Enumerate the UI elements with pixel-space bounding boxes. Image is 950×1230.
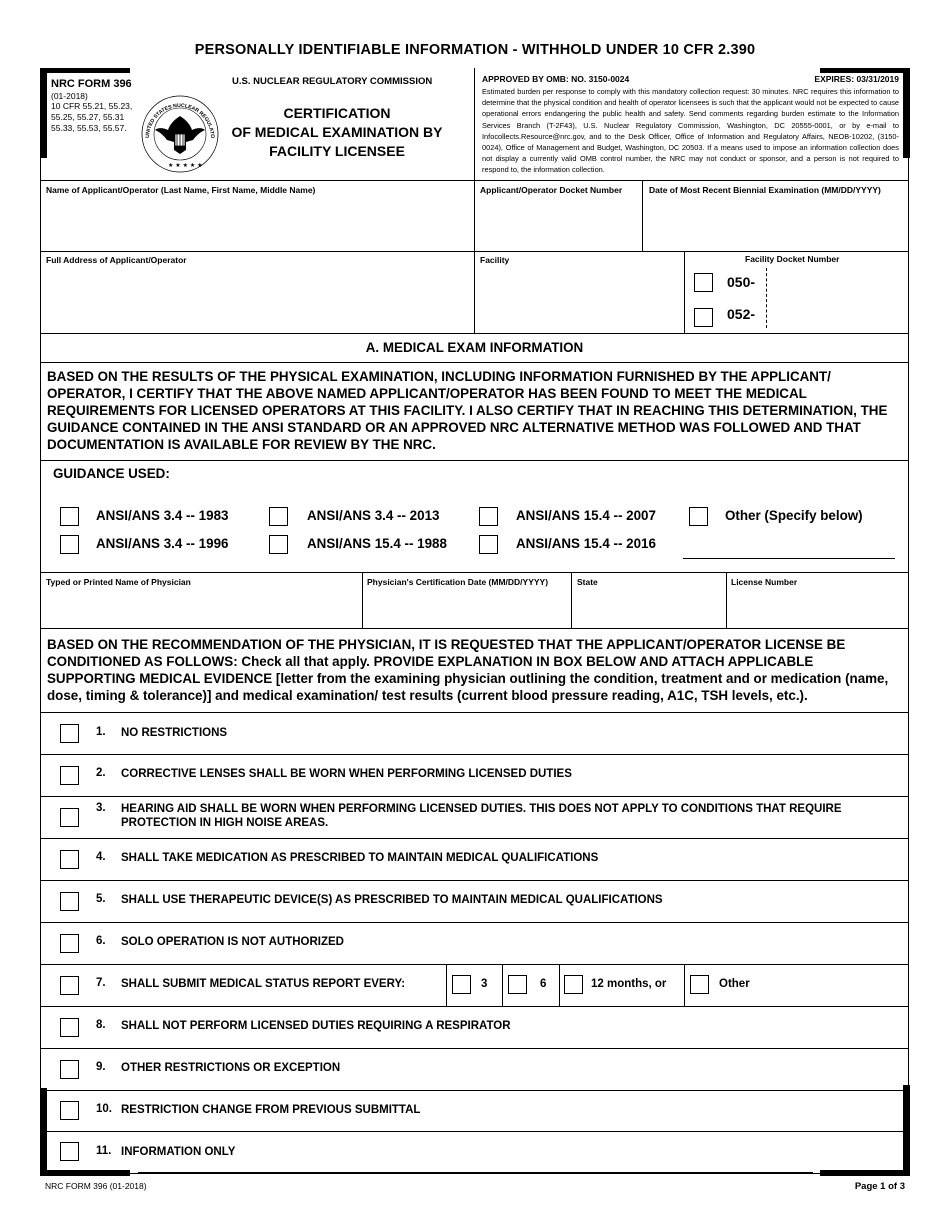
condition-label: HEARING AID SHALL BE WORN WHEN PERFORMING LICENSED DUTIES. THIS DOES NOT APPLY TO CONDITIONS THAT REQUIRE PROTECTION IN HIGH NOISE AREAS.	[121, 803, 842, 829]
burden-statement: Estimated burden per response to comply with this mandatory collection request: 30 minutes. NRC requires this information to determine that the physical condition and health of operator licensees is such that the applicant would not be expected to cause operational errors endangering the public health and safety. Send comments regarding burden estimate to the Information Services Branch (T-2F43), U.S. Nuclear Regulatory Commission, Washington, DC 20555-0001, or by e-mail to Infocollects.Resource@nrc.gov, and to the Desk Officer, Office of Information and Regulatory Affairs, NEOB-10202, (3150-0024), Office of Management and Budget, Washington, DC 20503. If a means used to impose an information collection does not display a currently valid OMB control number, the NRC may not conduct or sponsor, and a person is not required to respond to, the information collection.	[482, 87, 899, 175]
condition-10-checkbox[interactable]	[60, 1101, 79, 1120]
applicant-name-label: Name of Applicant/Operator (Last Name, First Name, Middle Name)	[46, 185, 316, 195]
docket-052-field[interactable]	[770, 302, 904, 330]
facility-label: Facility	[480, 255, 510, 265]
condition-number: 9.	[96, 1061, 106, 1073]
section-a-title: A. MEDICAL EXAM INFORMATION	[365, 340, 584, 355]
col-divider	[684, 964, 685, 1006]
row-divider	[40, 754, 909, 755]
row-divider	[40, 796, 909, 797]
condition-label: RESTRICTION CHANGE FROM PREVIOUS SUBMITTAL	[121, 1104, 421, 1116]
condition-8-checkbox[interactable]	[60, 1018, 79, 1037]
condition-1-checkbox[interactable]	[60, 724, 79, 743]
docket-separator	[766, 268, 767, 328]
license-number-field[interactable]	[730, 590, 904, 625]
condition-number: 4.	[96, 851, 106, 863]
cfr-references: 10 CFR 55.21, 55.23, 55.25, 55.27, 55.31 55.33, 55.53, 55.57.	[51, 101, 133, 133]
col-divider	[502, 964, 503, 1006]
row-divider	[40, 1048, 909, 1049]
guidance-checkbox-3.4-2013[interactable]	[269, 507, 288, 526]
docket-number-label: Applicant/Operator Docket Number	[480, 185, 623, 195]
condition-label: OTHER RESTRICTIONS OR EXCEPTION	[121, 1062, 341, 1074]
row-divider	[40, 1006, 909, 1007]
row-divider	[40, 460, 909, 461]
guidance-label: ANSI/ANS 15.4 -- 2016	[516, 536, 656, 551]
col-divider	[446, 964, 447, 1006]
docket-050-field[interactable]	[770, 270, 904, 298]
condition-label: SHALL USE THERAPEUTIC DEVICE(S) AS PRESCRIBED TO MAINTAIN MEDICAL QUALIFICATIONS	[121, 894, 663, 906]
condition-6-checkbox[interactable]	[60, 934, 79, 953]
condition-number: 7.	[96, 977, 106, 989]
state-field[interactable]	[575, 590, 723, 625]
address-label: Full Address of Applicant/Operator	[46, 255, 187, 265]
condition-label: SHALL SUBMIT MEDICAL STATUS REPORT EVERY:	[121, 978, 406, 990]
report-option-label: 6	[540, 978, 547, 990]
seal-text: UNITED STATES NUCLEAR REGULATO	[144, 102, 216, 139]
docket-number-field[interactable]	[478, 198, 638, 248]
row-divider	[40, 838, 909, 839]
docket-052-label: 052-	[727, 306, 756, 322]
condition-number: 1.	[96, 726, 106, 738]
docket-050-checkbox[interactable]	[694, 273, 713, 292]
guidance-label: Other (Specify below)	[725, 508, 863, 523]
guidance-label: ANSI/ANS 3.4 -- 1996	[96, 536, 229, 551]
condition-number: 3.	[96, 802, 106, 814]
facility-docket-label: Facility Docket Number	[745, 254, 840, 264]
report-other-checkbox[interactable]	[690, 975, 709, 994]
guidance-checkbox-3.4-1983[interactable]	[60, 507, 79, 526]
condition-number: 8.	[96, 1019, 106, 1031]
guidance-label: ANSI/ANS 3.4 -- 1983	[96, 508, 229, 523]
condition-number: 5.	[96, 893, 106, 905]
row-divider	[40, 1090, 909, 1091]
guidance-label: ANSI/ANS 15.4 -- 1988	[307, 536, 447, 551]
condition-4-checkbox[interactable]	[60, 850, 79, 869]
guidance-checkbox-15.4-1988[interactable]	[269, 535, 288, 554]
row-divider	[40, 922, 909, 923]
col-divider	[474, 181, 475, 333]
address-field[interactable]	[44, 268, 472, 330]
condition-label: SHALL NOT PERFORM LICENSED DUTIES REQUIRING A RESPIRATOR	[121, 1020, 511, 1032]
row-divider	[40, 712, 909, 713]
report-option-label: Other	[719, 978, 750, 990]
state-label: State	[577, 577, 598, 587]
condition-label: CORRECTIVE LENSES SHALL BE WORN WHEN PERFORMING LICENSED DUTIES	[121, 768, 572, 780]
condition-5-checkbox[interactable]	[60, 892, 79, 911]
form-number: NRC FORM 396	[51, 78, 132, 90]
row-divider	[40, 1131, 909, 1132]
guidance-label: ANSI/ANS 3.4 -- 2013	[307, 508, 440, 523]
guidance-checkbox-3.4-1996[interactable]	[60, 535, 79, 554]
recommendation-statement: BASED ON THE RECOMMENDATION OF THE PHYSICIAN, IT IS REQUESTED THAT THE APPLICANT/OPERATOR LICENSE BE CONDITIONED AS FOLLOWS: Check all that apply. PROVIDE EXPLANATION IN BOX BELOW AND ATTACH APPLICABLE SUPPORTING MEDICAL EVIDENCE [letter from the examining physician outlining the condition, treatment and or medication (name, dose, timing & tolerance)] and medical examination/ test results (current blood pressure reading, A1C, TSH levels, etc.).	[47, 637, 889, 703]
guidance-checkbox-other[interactable]	[689, 507, 708, 526]
condition-7-checkbox[interactable]	[60, 976, 79, 995]
physician-date-label: Physician's Certification Date (MM/DD/YYYY)	[367, 577, 549, 587]
guidance-label: ANSI/ANS 15.4 -- 2007	[516, 508, 656, 523]
facility-field[interactable]	[478, 268, 680, 330]
condition-number: 6.	[96, 935, 106, 947]
footer-form-number: NRC FORM 396 (01-2018)	[45, 1181, 147, 1191]
license-number-label: License Number	[731, 577, 798, 587]
physician-date-field[interactable]	[366, 590, 568, 625]
agency-name: U.S. NUCLEAR REGULATORY COMMISSION	[232, 76, 433, 87]
col-divider	[642, 181, 643, 251]
physician-name-label: Typed or Printed Name of Physician	[46, 577, 191, 587]
report-3-months-checkbox[interactable]	[452, 975, 471, 994]
condition-2-checkbox[interactable]	[60, 766, 79, 785]
form-revision: (01-2018)	[51, 91, 88, 101]
expiration-date: EXPIRES: 03/31/2019	[814, 74, 899, 84]
physician-name-field[interactable]	[44, 590, 358, 625]
exam-date-field[interactable]	[646, 198, 904, 248]
row-divider	[40, 333, 909, 334]
guidance-checkbox-15.4-2007[interactable]	[479, 507, 498, 526]
exam-date-label: Date of Most Recent Biennial Examination (MM/DD/YYYY)	[649, 185, 881, 195]
row-divider	[40, 628, 909, 629]
guidance-other-field[interactable]	[683, 536, 895, 559]
row-divider	[40, 964, 909, 965]
pii-banner: PERSONALLY IDENTIFIABLE INFORMATION - WITHHOLD UNDER 10 CFR 2.390	[194, 42, 756, 58]
condition-3-checkbox[interactable]	[60, 808, 79, 827]
page-number: Page 1 of 3	[854, 1181, 905, 1192]
col-divider	[559, 964, 560, 1006]
condition-label: NO RESTRICTIONS	[121, 727, 228, 739]
condition-label: INFORMATION ONLY	[121, 1146, 236, 1158]
certification-statement: BASED ON THE RESULTS OF THE PHYSICAL EXAMINATION, INCLUDING INFORMATION FURNISHED BY THE APPLICANT/ OPERATOR, I CERTIFY THAT THE ABOVE NAMED APPLICANT/OPERATOR HAS BEEN FOUND TO MEET THE MEDICAL REQUIREMENTS FOR LICENSED OPERATORS AT THIS FACILITY. I ALSO CERTIFY THAT IN REACHING THIS DETERMINATION, THE GUIDANCE CONTAINED IN THE ANSI STANDARD OR AN APPROVED NRC ALTERNATIVE METHOD WAS FOLLOWED AND THAT DOCUMENTATION IS AVAILABLE FOR REVIEW BY THE NRC.	[47, 369, 888, 452]
report-6-months-checkbox[interactable]	[508, 975, 527, 994]
condition-number: 10.	[96, 1103, 112, 1115]
row-divider	[40, 362, 909, 363]
row-divider	[40, 572, 909, 573]
col-divider	[726, 572, 727, 628]
docket-052-checkbox[interactable]	[694, 308, 713, 327]
report-option-label: 12 months, or	[591, 978, 667, 990]
report-option-label: 3	[481, 978, 488, 990]
report-12-months-checkbox[interactable]	[564, 975, 583, 994]
col-divider	[362, 572, 363, 628]
row-divider	[40, 880, 909, 881]
col-divider	[571, 572, 572, 628]
condition-label: SOLO OPERATION IS NOT AUTHORIZED	[121, 936, 344, 948]
form-title: CERTIFICATION OF MEDICAL EXAMINATION BY FACILITY LICENSEE	[231, 105, 443, 159]
guidance-checkbox-15.4-2016[interactable]	[479, 535, 498, 554]
condition-11-checkbox[interactable]	[60, 1142, 79, 1161]
omb-approval: APPROVED BY OMB: NO. 3150-0024	[482, 74, 630, 84]
guidance-title: GUIDANCE USED:	[53, 466, 170, 481]
condition-number: 11.	[96, 1145, 112, 1157]
condition-label: SHALL TAKE MEDICATION AS PRESCRIBED TO MAINTAIN MEDICAL QUALIFICATIONS	[121, 852, 599, 864]
docket-050-label: 050-	[727, 274, 756, 290]
applicant-name-field[interactable]	[44, 198, 472, 248]
condition-number: 2.	[96, 767, 106, 779]
row-divider	[40, 251, 909, 252]
col-divider	[684, 251, 685, 333]
svg-text:★ ★ ★ ★ ★: ★ ★ ★ ★ ★	[168, 162, 203, 169]
condition-9-checkbox[interactable]	[60, 1060, 79, 1079]
